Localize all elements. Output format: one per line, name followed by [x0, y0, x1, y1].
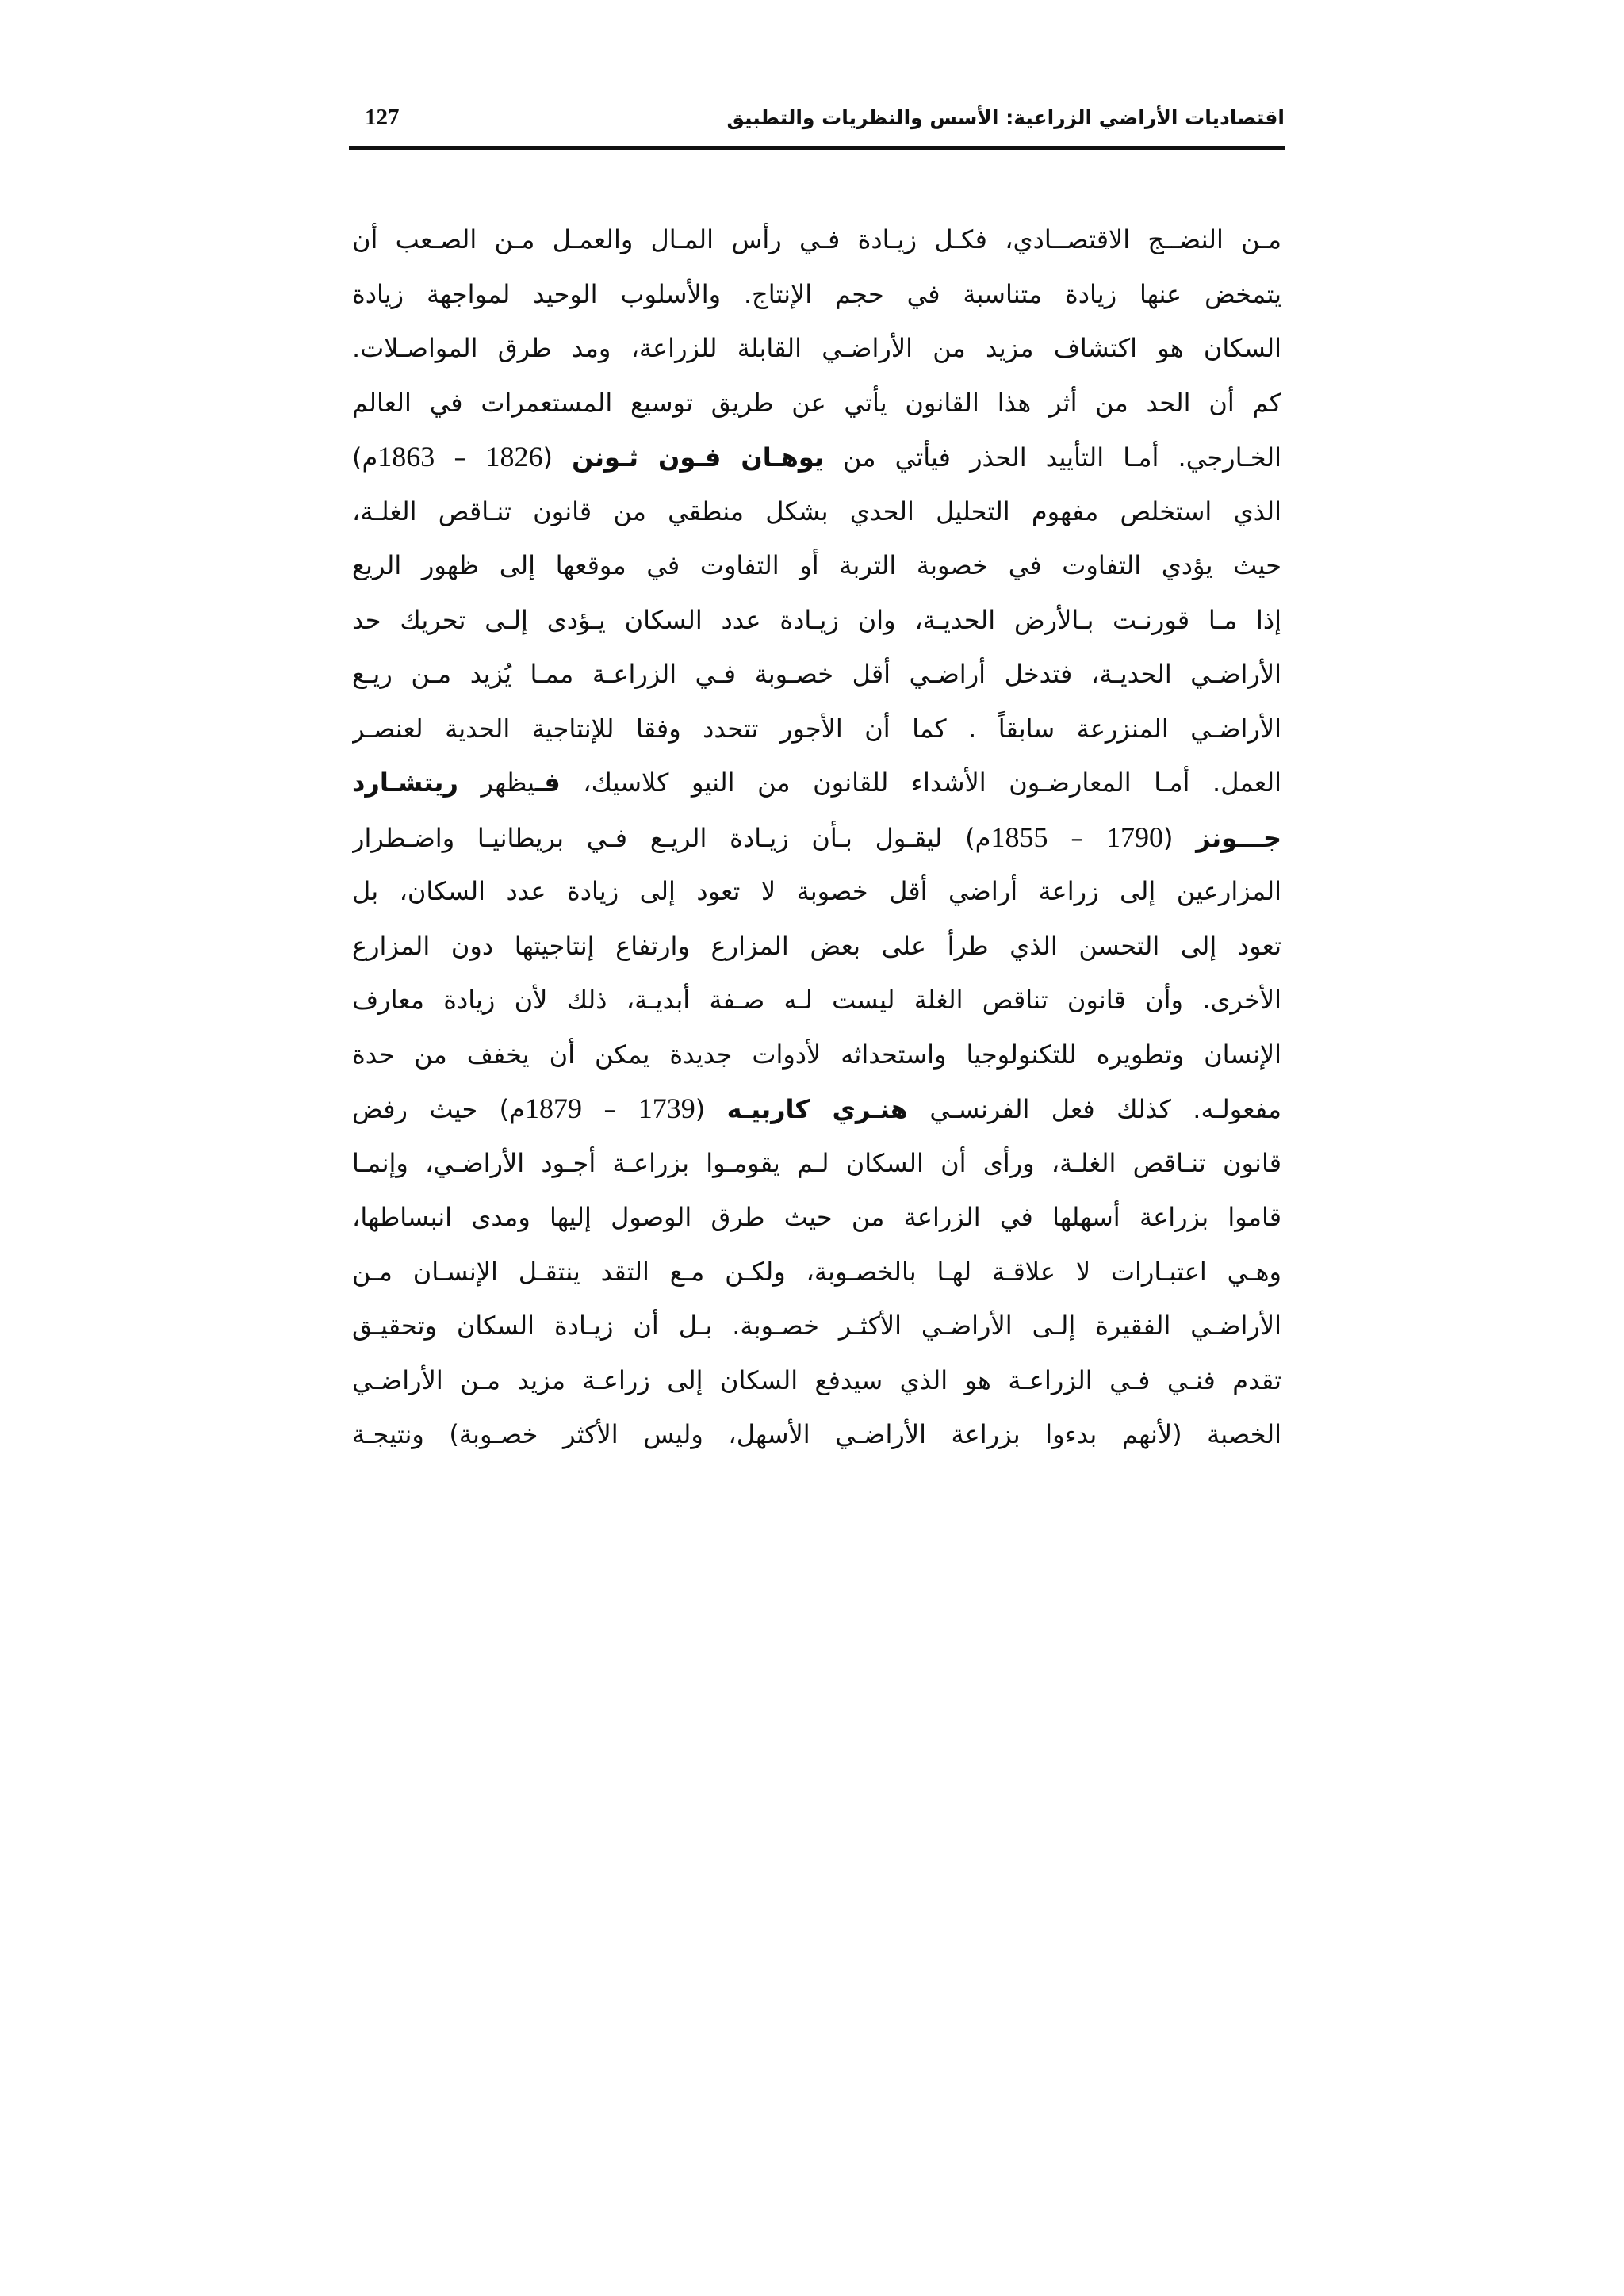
text-run: الذي استخلص مفهوم التحليل الحدي بشكل منطقي من قانون تنـاقص الغلـة، — [352, 496, 1281, 526]
text-line — [352, 973, 1281, 1027]
book-title: اقتصاديات الأراضي الزراعية: الأسس والنظريات والتطبيق — [726, 106, 1285, 129]
text-line — [352, 430, 1281, 484]
text-line — [352, 647, 1281, 702]
bold-prefix: فـ — [534, 767, 561, 798]
text-run: الخـارجي. أمـا التأييد الحذر فيأتي من — [823, 442, 1281, 473]
running-header — [349, 101, 1285, 147]
text-line — [352, 1081, 1281, 1136]
person-name-richard: ريتشـارد — [352, 767, 458, 798]
text-run: تعود إلى التحسن الذي طرأ على بعض المزارع وارتفاع إنتاجيتها دون المزارع — [352, 930, 1281, 961]
year-end: 1863 — [377, 441, 435, 473]
year-end: 1879 — [524, 1093, 582, 1124]
text-line — [352, 267, 1281, 322]
text-line — [352, 1190, 1281, 1245]
text-run: الأراضـي الفقيرة إلـى الأراضـي الأكثـر خصـوبة. بـل أن زيـادة السكان وتحقيـق — [352, 1311, 1281, 1341]
dash: – — [435, 442, 486, 473]
person-name-thunen: يوهـان فـون ثـونن — [572, 442, 824, 473]
text-run: يتمخض عنها زيادة متناسبة في حجم الإنتاج. والأسلوب الوحيد لمواجهة زيادة — [352, 278, 1281, 309]
text-line — [352, 1136, 1281, 1191]
text-run: يظهر — [458, 767, 535, 798]
text-run: الخصبة (لأنهم بدءوا بزراعة الأراضـي الأسهل، وليس الأكثر خصـوبة) ونتيجـة — [352, 1419, 1281, 1449]
year-start: 1826 — [485, 441, 543, 473]
text-run: الأراضـي المنزرعة سابقاً . كما أن الأجور تتحدد وفقا للإنتاجية الحدية لعنصـر — [352, 713, 1281, 744]
text-line — [352, 1027, 1281, 1082]
text-line — [352, 810, 1281, 865]
text-run: تقدم فنـي فـي الزراعـة هو الذي سيدفع السكان إلى زراعـة مزيد مـن الأراضـي — [352, 1364, 1281, 1395]
text-run: م) حيث رفض — [352, 1094, 525, 1124]
text-run: السكان هو اكتشاف مزيد من الأراضـي القابلة للزراعة، ومد طرق المواصـلات. — [352, 333, 1281, 363]
text-run: كم أن الحد من أثر هذا القانون يأتي عن طريق توسيع المستعمرات في العالم — [352, 387, 1281, 418]
text-run: الأخرى. وأن قانون تناقص الغلة ليست لـه صـفة أبديـة، ذلك لأن زيادة معارف — [352, 985, 1281, 1015]
text-run: مـن النضــج الاقتصــادي، فكـل زيـادة فـي رأس المـال والعمـل مـن الصـعب أن — [352, 224, 1281, 254]
text-run: ( — [1162, 822, 1197, 853]
text-run: العمل. أمـا المعارضـون الأشداء للقانون من النيو كلاسيك، — [560, 767, 1281, 798]
text-run: حيث يؤدي التفاوت في خصوبة التربة أو التفاوت في موقعها إلى ظهور الريع — [352, 550, 1281, 580]
text-line — [352, 593, 1281, 648]
text-run: إذا مـا قورنـت بـالأرض الحديـة، وان زيـادة عدد السكان يـؤدى إلـى تحريك حد — [352, 604, 1281, 635]
text-line — [352, 1407, 1281, 1462]
text-line — [352, 376, 1281, 430]
text-run: ( — [542, 442, 573, 473]
year-start: 1790 — [1105, 821, 1163, 853]
text-line — [352, 864, 1281, 919]
text-run: م) ليقـول بـأن زيـادة الريـع فـي بريطانيـا واضـطرار — [352, 822, 991, 853]
year-start: 1739 — [638, 1093, 695, 1124]
text-run: مفعولـه. كذلك فعل الفرنسـي — [907, 1094, 1281, 1124]
dash: – — [1048, 822, 1106, 853]
text-line — [352, 1299, 1281, 1353]
page-number: 127 — [365, 105, 400, 130]
header-rule — [349, 146, 1285, 150]
text-run: الأراضـي الحديـة، فتدخل أراضـي أقل خصـوبة فـي الزراعـة ممـا يُزيد مـن ريـع — [352, 659, 1281, 689]
text-line — [352, 484, 1281, 539]
body-text — [352, 212, 1281, 1462]
text-run: قاموا بزراعة أسهلها في الزراعة من حيث طرق الوصول إليها ومدى انبساطها، — [352, 1202, 1281, 1232]
text-run: وهـي اعتبـارات لا علاقـة لهـا بالخصـوبة، ولكـن مـع التقد ينتقـل الإنسـان مـن — [352, 1256, 1281, 1287]
text-line — [352, 919, 1281, 974]
text-line — [352, 1245, 1281, 1299]
text-line — [352, 321, 1281, 376]
text-line — [352, 538, 1281, 593]
text-line — [352, 756, 1281, 810]
person-name-carey: هنـري كاربيـه — [726, 1094, 908, 1124]
text-line — [352, 1353, 1281, 1408]
text-line — [352, 702, 1281, 756]
year-end: 1855 — [990, 821, 1048, 853]
text-run: م) — [352, 442, 378, 473]
dash: – — [581, 1094, 638, 1124]
text-run: ( — [695, 1094, 727, 1124]
text-run: الإنسان وتطويره للتكنولوجيا واستحداثه لأدوات جديدة يمكن أن يخفف من حدة — [352, 1039, 1281, 1070]
text-run: قانون تنـاقص الغلـة، ورأى أن السكان لـم يقومـوا بزراعـة أجـود الأراضـي، وإنمـا — [352, 1147, 1281, 1178]
person-name-jones: جـــونز — [1196, 822, 1281, 853]
text-line — [352, 212, 1281, 267]
text-run: المزارعين إلى زراعة أراضي أقل خصوبة لا تعود إلى زيادة عدد السكان، بل — [352, 876, 1281, 906]
